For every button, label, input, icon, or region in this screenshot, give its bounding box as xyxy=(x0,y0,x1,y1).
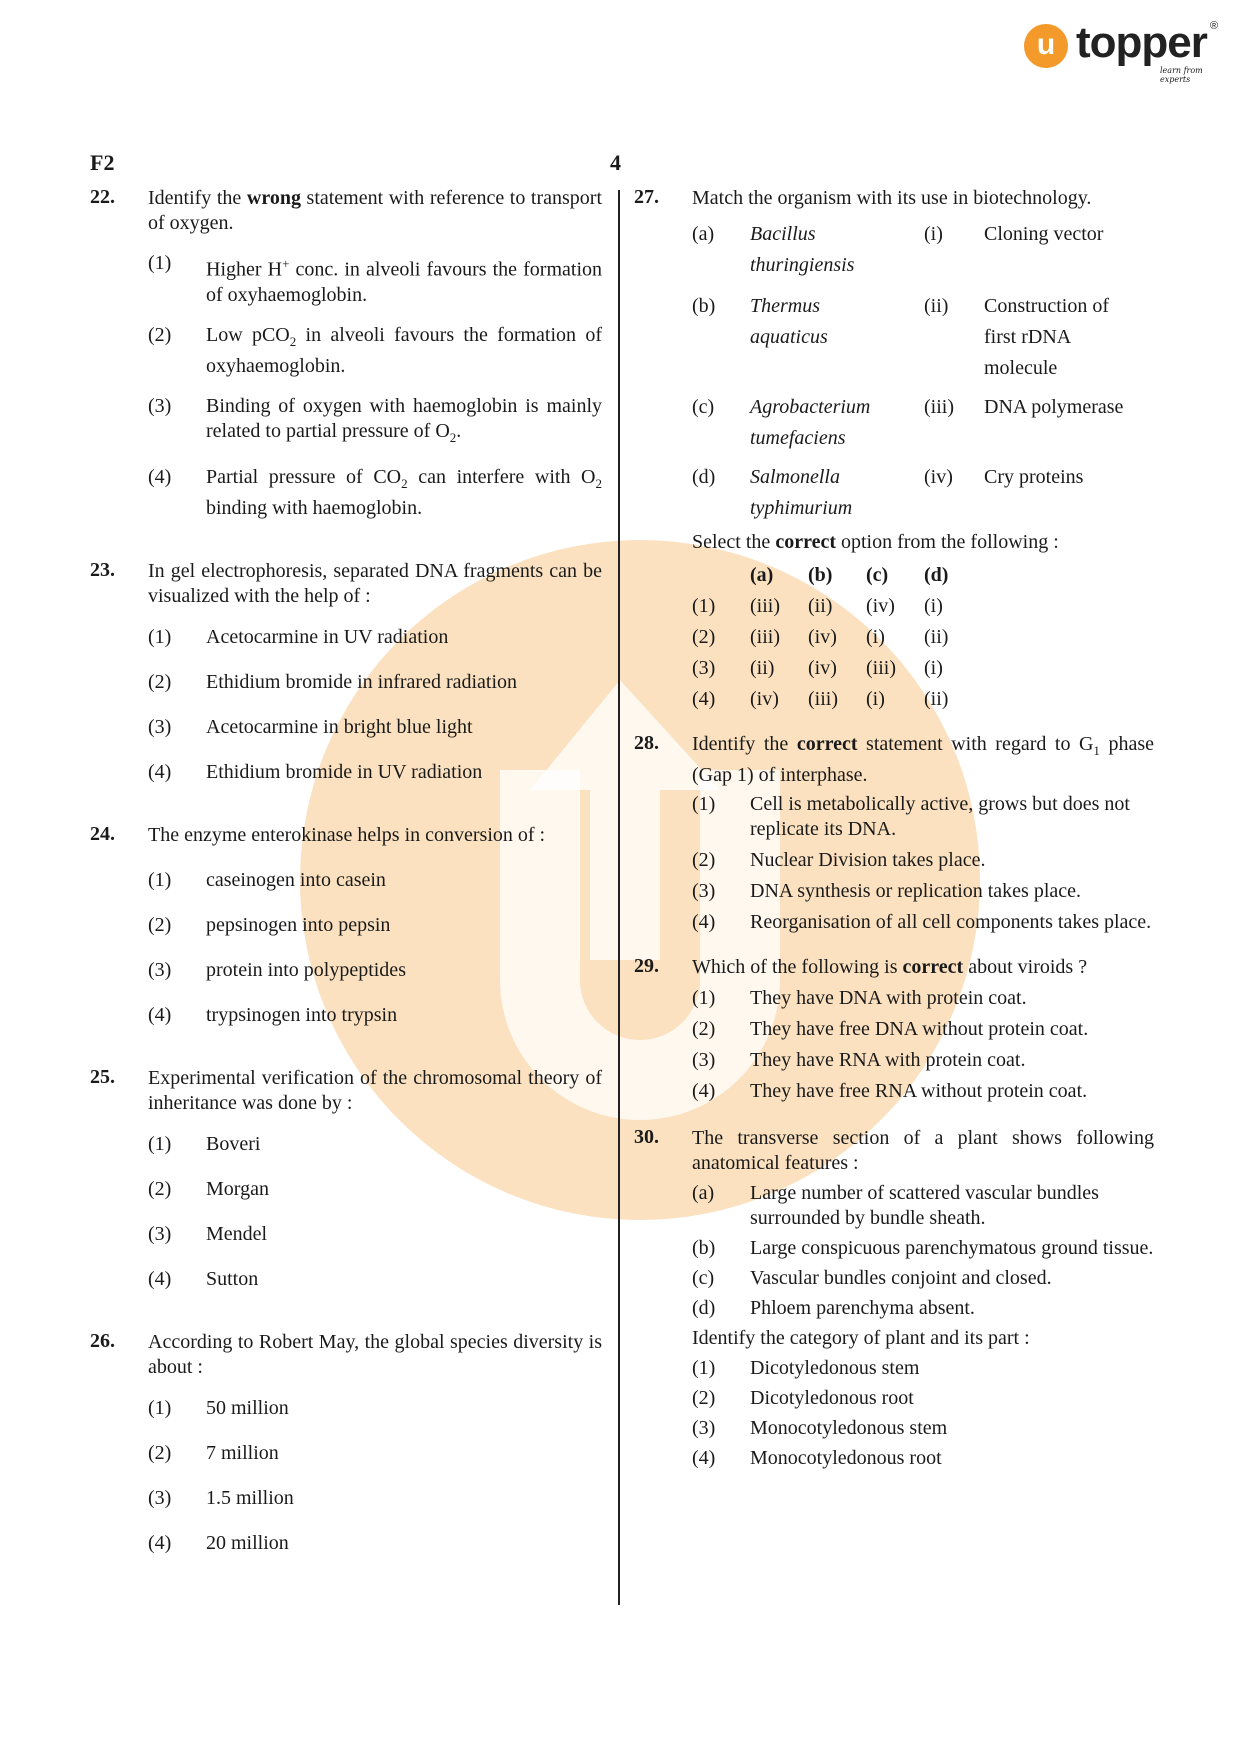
question-number: 28. xyxy=(634,732,659,754)
feature-c: (c) Vascular bundles conjoint and closed. xyxy=(692,1267,1052,1289)
question-stem: Which of the following is correct about viroids ? xyxy=(692,956,1088,978)
logo-wordmark: topper xyxy=(1076,18,1207,67)
question-25 xyxy=(90,1066,602,1292)
option-1: (1) Cell is metabolically active, grows but does not replicate its DNA. xyxy=(692,793,1130,840)
option-3: (3) (ii) (iv) (iii) (i) xyxy=(692,657,943,679)
option-2: (2) Nuclear Division takes place. xyxy=(692,849,986,871)
feature-a: (a) Large number of scattered vascular bundles surrounded by bundle sheath. xyxy=(692,1182,1099,1229)
option-2: (2) Dicotyledonous root xyxy=(692,1387,914,1409)
option-2: (2) 7 million xyxy=(148,1441,279,1464)
option-3: (3) protein into polypeptides xyxy=(148,958,406,981)
option-3: (3) 1.5 million xyxy=(148,1486,294,1509)
question-prompt: Identify the category of plant and its part : xyxy=(692,1327,1030,1349)
option-3: (3) Binding of oxygen with haemoglobin is mainly related to partial pressure of $O_2$. xyxy=(148,394,602,445)
option-4: (4) Reorganisation of all cell components takes place. xyxy=(692,911,1152,933)
question-number: 25. xyxy=(90,1065,115,1088)
option-4: (4) 20 million xyxy=(148,1531,289,1554)
question-23 xyxy=(90,559,602,785)
option-3: (3) Monocotyledonous stem xyxy=(692,1417,948,1439)
question-number: 23. xyxy=(90,558,115,581)
option-2: (2) Low pCO$_2$ in alveoli favours the formation of oxyhaemoglobin. xyxy=(148,323,602,377)
question-22 xyxy=(90,186,602,521)
option-1: (1) They have DNA with protein coat. xyxy=(692,987,1027,1009)
question-27 xyxy=(634,186,1154,712)
question-stem: In gel electrophoresis, separated DNA fragments can be visualized with the help of : xyxy=(148,559,602,607)
option-2: (2) (iii) (iv) (i) (ii) xyxy=(692,626,949,648)
option-1: (1) caseinogen into casein xyxy=(148,868,386,891)
question-stem: Identify the correct statement with regard to $G_1$ phase (Gap 1) of interphase. xyxy=(692,733,1154,786)
option-3: (3) Mendel xyxy=(148,1222,268,1245)
logo-tagline: learn from experts xyxy=(1160,66,1203,84)
option-4: (4) Monocotyledonous root xyxy=(692,1447,942,1469)
feature-d: (d) Phloem parenchyma absent. xyxy=(692,1297,975,1319)
match-row: (a) Bacillus thuringiensis (i) Cloning vector xyxy=(692,223,1104,276)
option-4: (4) Sutton xyxy=(148,1267,259,1290)
option-1: (1) (iii) (ii) (iv) (i) xyxy=(692,595,943,617)
select-instruction: Select the correct option from the following : xyxy=(692,531,1059,553)
question-number: 29. xyxy=(634,955,659,977)
question-stem: The transverse section of a plant shows following anatomical features : xyxy=(692,1127,1154,1174)
option-1: (1) Higher H+ conc. in alveoli favours the formation of oxyhaemoglobin. xyxy=(148,252,602,306)
question-stem: The enzyme enterokinase helps in conversion of : xyxy=(148,823,546,846)
option-1: (1) Dicotyledonous stem xyxy=(692,1357,920,1379)
question-number: 24. xyxy=(90,822,115,845)
question-number: 27. xyxy=(634,186,659,208)
option-2: (2) pepsinogen into pepsin xyxy=(148,913,391,936)
option-4: (4) Ethidium bromide in UV radiation xyxy=(148,760,483,783)
left-column xyxy=(90,186,602,1556)
option-4: (4) Partial pressure of $CO_2$ can interfere with $O_2$ binding with haemoglobin. xyxy=(148,465,602,519)
option-4: (4) trypsinogen into trypsin xyxy=(148,1003,398,1026)
column-divider xyxy=(618,190,620,1605)
question-stem: Experimental verification of the chromosomal theory of inheritance was done by : xyxy=(148,1066,602,1114)
page-number: 4 xyxy=(610,150,621,175)
question-number: 26. xyxy=(90,1329,115,1352)
option-4: (4) They have free RNA without protein coat. xyxy=(692,1080,1088,1102)
match-row: (c) Agrobacterium tumefaciens (iii) DNA polymerase xyxy=(692,396,1124,449)
paper-code: F2 xyxy=(90,150,115,175)
question-stem: Match the organism with its use in biotechnology. xyxy=(692,187,1092,209)
match-row: (d) Salmonella typhimurium (iv) Cry proteins xyxy=(692,466,1084,519)
option-2: (2) They have free DNA without protein coat. xyxy=(692,1018,1089,1040)
option-1: (1) Boveri xyxy=(148,1132,261,1155)
option-4: (4) (iv) (iii) (i) (ii) xyxy=(692,688,949,710)
option-3: (3) DNA synthesis or replication takes place. xyxy=(692,880,1082,902)
option-1: (1) 50 million xyxy=(148,1396,289,1419)
question-number: 22. xyxy=(90,186,115,208)
question-stem: Identify the wrong statement with reference to transport of oxygen. xyxy=(148,187,602,234)
question-30 xyxy=(634,1126,1154,1471)
option-1: (1) Acetocarmine in UV radiation xyxy=(148,625,449,648)
question-26 xyxy=(90,1330,602,1556)
question-number: 30. xyxy=(634,1126,659,1148)
answer-grid-header: (a) (b) (c) (d) xyxy=(750,564,949,586)
topper-logo-icon: u xyxy=(1024,24,1068,68)
option-2: (2) Morgan xyxy=(148,1177,269,1200)
right-column xyxy=(634,186,1154,1471)
option-3: (3) They have RNA with protein coat. xyxy=(692,1049,1026,1071)
question-28 xyxy=(634,732,1154,935)
registered-mark: ® xyxy=(1210,20,1219,32)
option-3: (3) Acetocarmine in bright blue light xyxy=(148,715,473,738)
topper-logo xyxy=(1024,18,1224,84)
question-24 xyxy=(90,823,602,1028)
feature-b: (b) Large conspicuous parenchymatous ground tissue. xyxy=(692,1237,1154,1259)
question-29 xyxy=(634,955,1154,1104)
match-row: (b) Thermus aquaticus (ii) Construction of first rDNA molecule xyxy=(692,295,1109,379)
question-stem: According to Robert May, the global species diversity is about : xyxy=(148,1330,602,1378)
option-2: (2) Ethidium bromide in infrared radiation xyxy=(148,670,518,693)
